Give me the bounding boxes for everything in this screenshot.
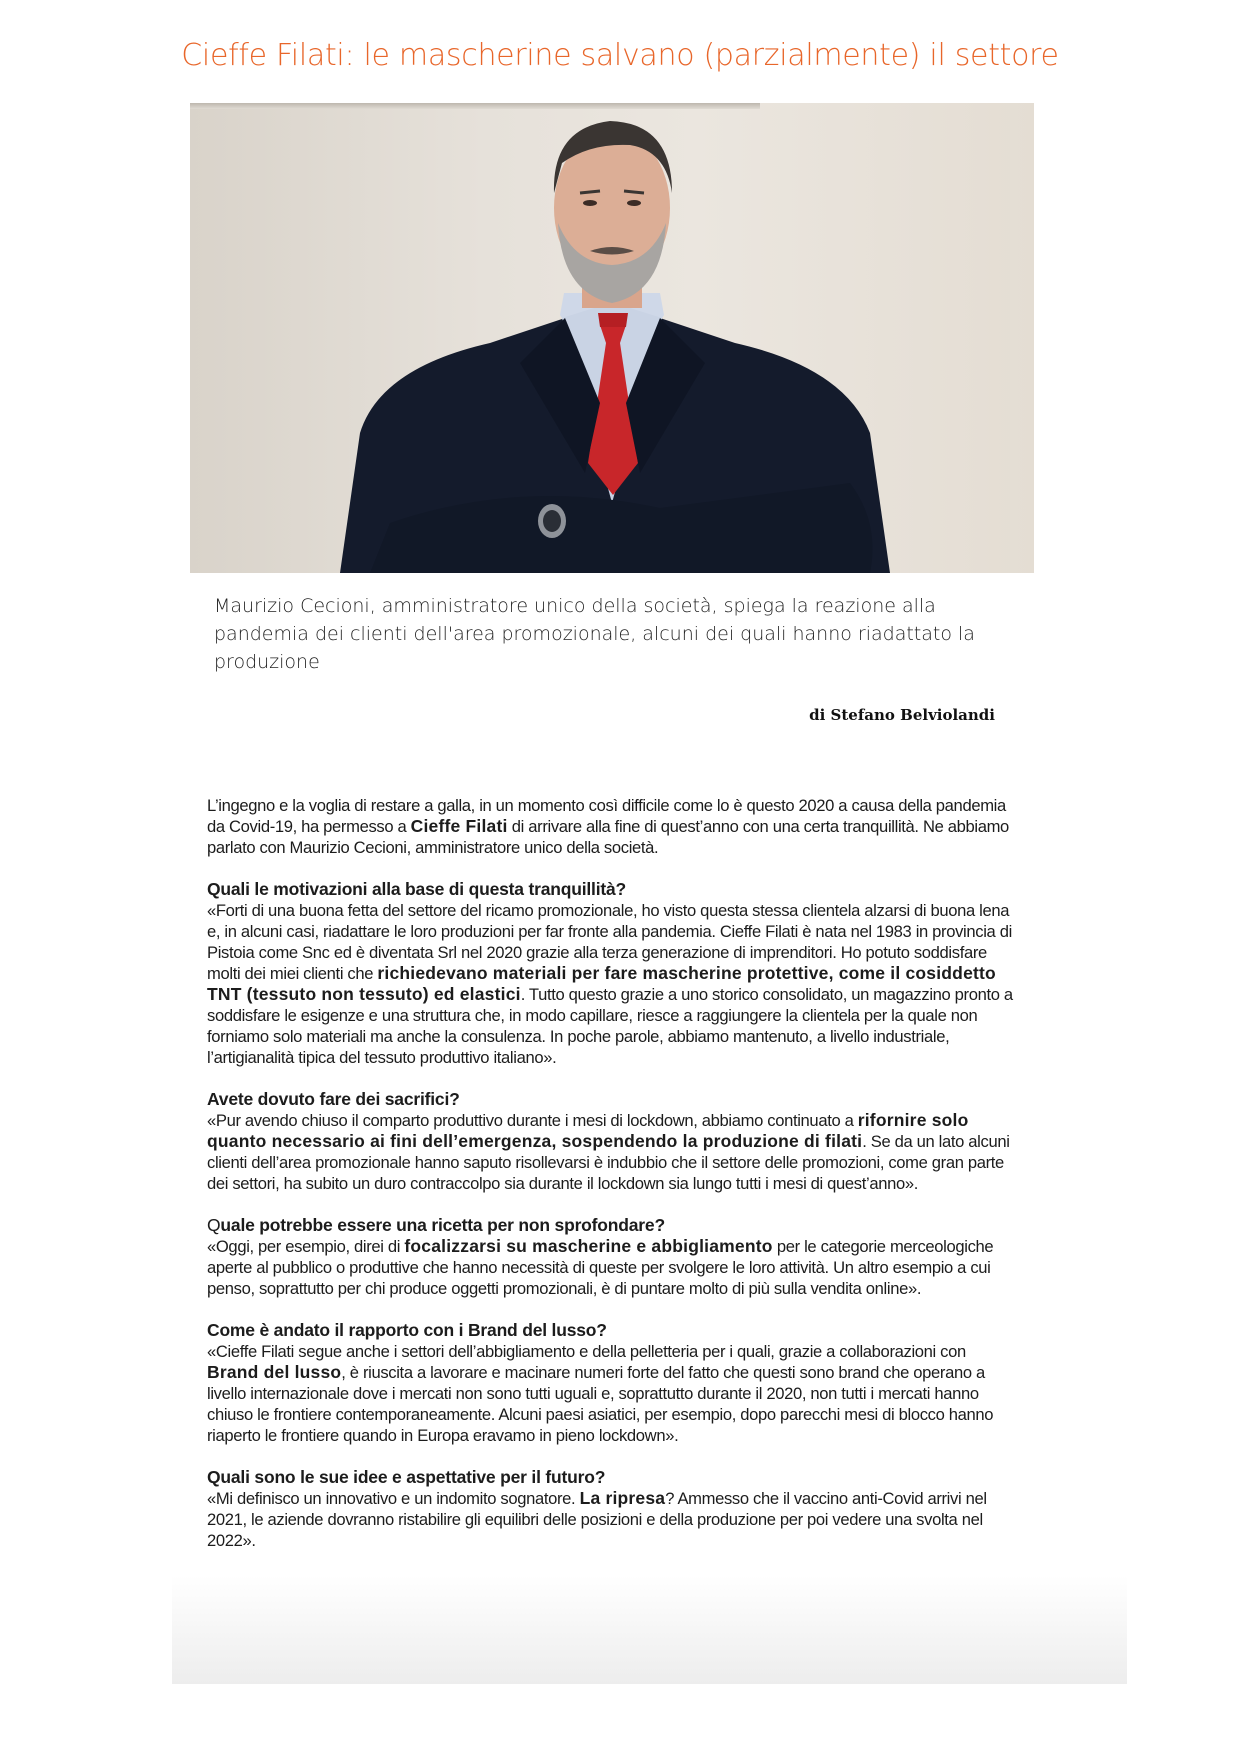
answer-1-highlight: richiedevano materiali per fare mascherine protettive, come il cosiddetto TNT (tessuto non tessuto) ed elastici bbox=[207, 963, 996, 1004]
qa-block-4: Come è andato il rapporto con i Brand del lusso? «Cieffe Filati segue anche i settori dell’abbigliamento e della pelletteria per i quali, grazie a collaborazioni con Brand del lusso, è riuscita a lavorare e macinare numeri forte del fatto che questi sono brand che operano a livello internazionale dove i mercati non sono tutti uguali e, soprattutto durante il 2020, non tutti i mercati hanno chiuso le frontiere contemporaneamente. Alcuni paesi asiatici, per esempio, dopo parecchi mesi di blocco hanno riaperto le frontiere quando in Europa eravamo in pieno lockdown». bbox=[207, 1320, 1017, 1446]
answer-4-highlight: Brand del lusso bbox=[207, 1362, 342, 1382]
answer-5-highlight: La ripresa bbox=[579, 1488, 666, 1508]
question-1: Quali le motivazioni alla base di questa tranquillità? bbox=[207, 879, 627, 899]
answer-3-highlight: focalizzarsi su mascherine e abbigliamento bbox=[404, 1236, 773, 1256]
intro-paragraph: L’ingegno e la voglia di restare a galla, in un momento così difficile come lo è questo 2020 a causa della pandemia da Covid-19, ha permesso a Cieffe Filati di arrivare alla fine di quest’anno con una certa tranquillità. Ne abbiamo parlato con Maurizio Cecioni, amministratore unico della società. bbox=[207, 796, 1009, 857]
question-4: Come è andato il rapporto con i Brand del lusso? bbox=[207, 1320, 607, 1340]
qa-block-5: Quali sono le sue idee e aspettative per il futuro? «Mi definisco un innovativo e un indomito sognatore. La ripresa? Ammesso che il vaccino anti-Covid arrivi nel 2021, le aziende dovranno ristabilire gli equilibri delle posizioni e della produzione per poi vedere una svolta nel 2022». bbox=[207, 1467, 1017, 1551]
question-5: Quali sono le sue idee e aspettative per il futuro? bbox=[207, 1467, 606, 1487]
photo-caption: Maurizio Cecioni, amministratore unico della società, spiega la reazione alla pandemia dei clienti dell'area promozionale, alcuni dei quali hanno riadattato la produzione bbox=[214, 595, 975, 673]
portrait-illustration bbox=[190, 103, 1034, 573]
byline: di Stefano Belviolandi bbox=[809, 706, 995, 724]
company-name: Cieffe Filati bbox=[410, 816, 508, 836]
qa-block-2: Avete dovuto fare dei sacrifici? «Pur avendo chiuso il comparto produttivo durante i mesi di lockdown, abbiamo continuato a rifornire solo quanto necessario ai fini dell’emergenza, sospendendo la produzione di filati. Se da un lato alcuni clienti dell’area promozionale hanno saputo risollevarsi è indubbio che il settore delle promozioni, come gran parte dei settori, ha subito un duro contraccolpo sia durante il lockdown sia lungo tutti i mesi di quest’anno». bbox=[207, 1089, 1017, 1194]
article-body bbox=[172, 780, 1127, 1684]
question-2: Avete dovuto fare dei sacrifici? bbox=[207, 1089, 460, 1109]
portrait-photo bbox=[190, 103, 1034, 573]
article-title: Cieffe Filati: le mascherine salvano (parzialmente) il settore bbox=[181, 38, 1059, 73]
question-3: Quale potrebbe essere una ricetta per non sprofondare? bbox=[207, 1215, 665, 1235]
qa-block-3: Quale potrebbe essere una ricetta per non sprofondare? «Oggi, per esempio, direi di focalizzarsi su mascherine e abbigliamento per le categorie merceologiche aperte al pubblico o produttive che hanno necessità di queste per svolgere le loro attività. Un altro esempio a cui penso, soprattutto per chi produce oggetti promozionali, è di puntare molto di più sulla vendita online». bbox=[207, 1215, 1017, 1299]
answer-2-highlight: rifornire solo quanto necessario ai fini dell’emergenza, sospendendo la produzione di filati bbox=[207, 1110, 969, 1151]
qa-block-1: Quali le motivazioni alla base di questa tranquillità? «Forti di una buona fetta del settore del ricamo promozionale, ho visto questa stessa clientela alzarsi di buona lena e, in alcuni casi, riadattare le loro produzioni per far fronte alla pandemia. Cieffe Filati è nata nel 1983 in provincia di Pistoia come Snc ed è diventata Srl nel 2020 grazie alla terza generazione di imprenditori. Ho potuto soddisfare molti dei miei clienti che richiedevano materiali per fare mascherine protettive, come il cosiddetto TNT (tessuto non tessuto) ed elastici. Tutto questo grazie a uno storico consolidato, un magazzino pronto a soddisfare le esigenze e una struttura che, in modo capillare, riesce a raggiungere la clientela per la quale non forniamo solo materiali ma anche la consulenza. In poche parole, abbiamo mantenuto, a livello industriale, l’artigianalità tipica del tessuto produttivo italiano». bbox=[207, 879, 1017, 1068]
